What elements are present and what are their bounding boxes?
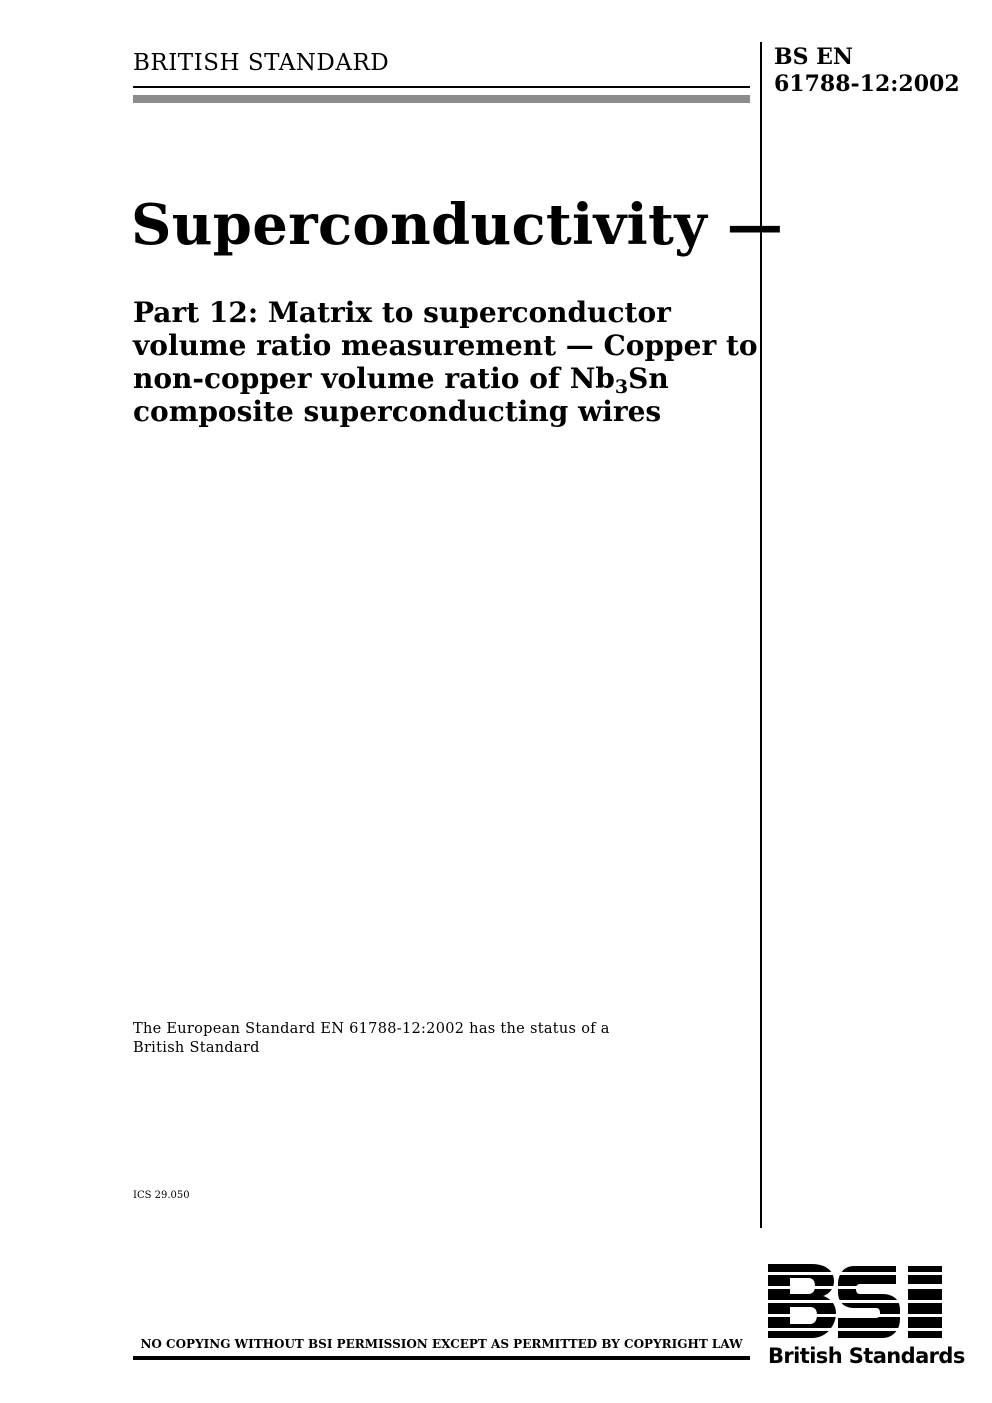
standard-type-label: BRITISH STANDARD [133, 50, 390, 76]
header-rule-thick [133, 95, 750, 103]
subtitle-subscript: 3 [614, 376, 629, 398]
header-rule-thin [133, 86, 750, 88]
subtitle-text-pre: Part 12: Matrix to superconductor volume ratio measurement — Copper to non-copper volume ratio of Nb [133, 296, 758, 395]
status-note: The European Standard EN 61788-12:2002 has the status of a British Standard [133, 1021, 610, 1056]
document-subtitle [133, 296, 758, 428]
ics-code: ICS 29.050 [133, 1190, 190, 1201]
copyright-notice: NO COPYING WITHOUT BSI PERMISSION EXCEPT AS PERMITTED BY COPYRIGHT LAW [140, 1337, 743, 1351]
subtitle-text-post: Sn composite superconducting wires [133, 362, 669, 428]
bsi-logo-caption: British Standards [768, 1344, 965, 1368]
footer-rule [133, 1356, 750, 1360]
document-number-line1: BS EN [774, 44, 854, 70]
document-title: Superconductivity — [131, 192, 784, 258]
document-number [774, 44, 960, 98]
document-number-line2: 61788-12:2002 [774, 71, 960, 97]
